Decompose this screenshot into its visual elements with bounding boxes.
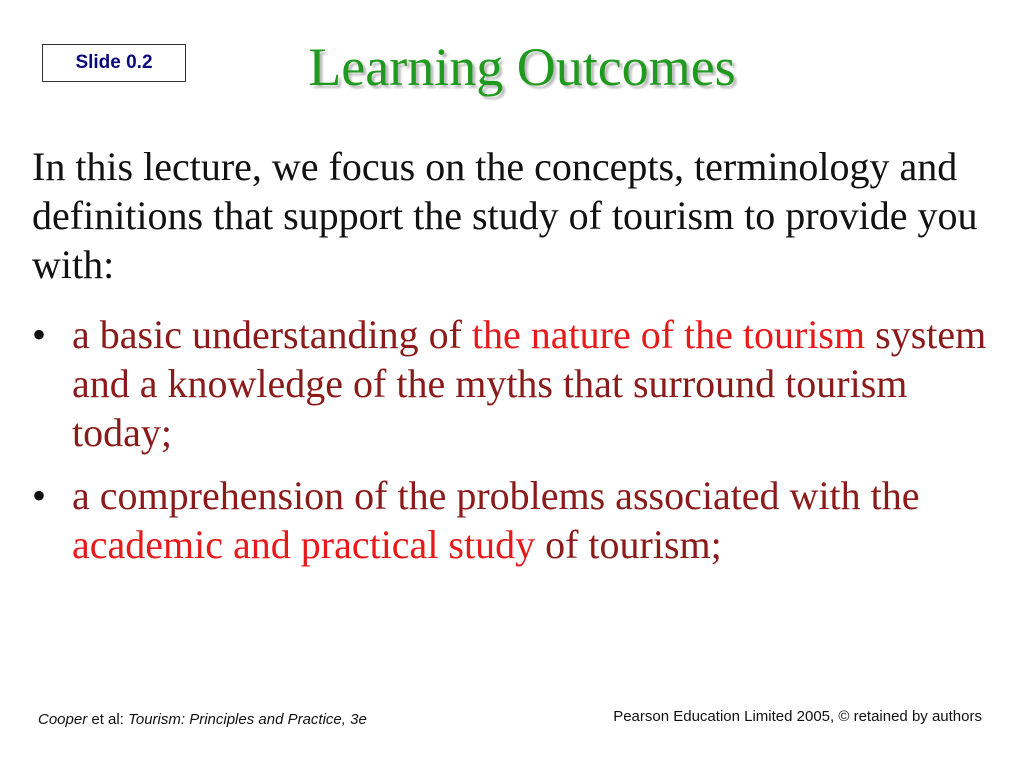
learning-outcomes-list [32,310,1002,583]
bullet-marker: • [32,312,47,357]
footer-copyright: Pearson Education Limited 2005, © retained by authors [613,708,982,725]
list-item [32,471,1002,569]
bullet-marker: • [32,473,47,518]
slide-title: Learning Outcomes [308,37,736,97]
bullet-text-part: of tourism; [535,522,722,567]
footer-etal: et al: [87,711,129,728]
bullet-highlight: the nature of the tourism [471,312,866,357]
bullet-text-part: system and a knowledge of the myths that surround tourism today; [72,312,987,455]
slide-number-badge: Slide 0.2 [42,44,186,82]
bullet-highlight: academic and practical study [72,522,536,567]
footer-book-title: Tourism: Principles and Practice, 3e [128,711,367,728]
footer-author: Cooper [38,711,88,728]
bullet-text-part: a basic understanding of [72,312,472,357]
list-item [32,310,1002,457]
intro-paragraph: In this lecture, we focus on the concepts, terminology and definitions that support the study of tourism to provide you with: [32,144,978,287]
footer-citation [38,711,367,728]
bullet-text-part: a comprehension of the problems associated with the [72,473,920,518]
